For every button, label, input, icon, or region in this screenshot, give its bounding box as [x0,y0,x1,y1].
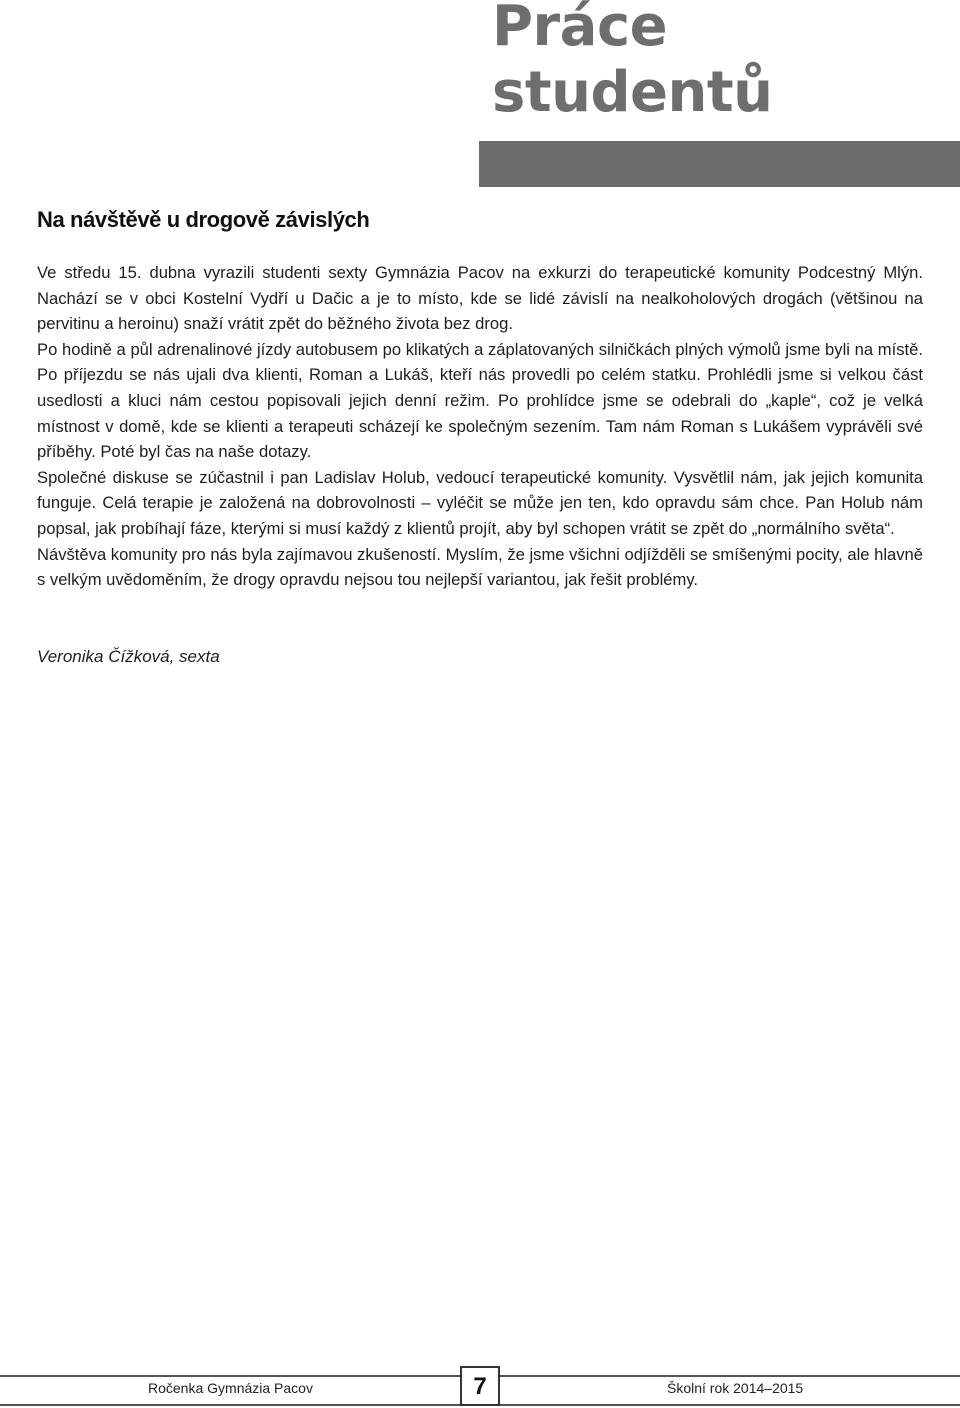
article-paragraph: Po hodině a půl adrenalinové jízdy autobusem po klikatých a záplatovaných silničkách plných výmolů jsme byli na místě. Po příjezdu se nás ujali dva klienti, Roman a Lukáš, kteří nás provedli po celém statku. Prohlédli jsme si velkou část usedlosti a kluci nám cestou popisovali jejich denní režim. Po prohlídce jsme se odebrali do „kaple“, což je velká místnost v domě, kde se klienti a terapeuti scházejí ke společným sezením. Tam nám Roman s Lukášem vyprávěli své příběhy. Poté byl čas na naše dotazy. [37,339,923,462]
section-title-line-1: Práce [492,0,668,59]
page-number: 7 [460,1366,500,1406]
footer-school-year: Školní rok 2014–2015 [667,1380,804,1396]
footer-publication-name: Ročenka Gymnázia Pacov [148,1380,313,1396]
article-heading: Na návštěvě u drogově závislých [37,207,370,232]
section-title-bar [479,141,960,187]
article-body [37,260,923,593]
section-title [492,0,773,126]
article-paragraph: Ve středu 15. dubna vyrazili studenti sexty Gymnázia Pacov na exkurzi do terapeutické komunity Podcestný Mlýn. Nachází se v obci Kostelní Vydří u Dačic a je to místo, kde se lidé závislí na nealkoholových drogách (většinou na pervitinu a heroinu) snaží vrátit zpět do běžného života bez drog. [37,263,923,334]
section-title-line-2: studentů [492,60,773,125]
article-paragraph: Společné diskuse se zúčastnil i pan Ladislav Holub, vedoucí terapeutické komunity. Vysvětlil nám, jak jejich komunita funguje. Celá terapie je založená na dobrovolnosti – vyléčit se může jen ten, kdo opravdu sám chce. Pan Holub nám popsal, jak probíhají fáze, kterými si musí každý z klientů projít, aby byl schopen vrátit se zpět do „normálního světa“. [37,467,923,538]
article-paragraph: Návštěva komunity pro nás byla zajímavou zkušeností. Myslím, že jsme všichni odjížděli se smíšenými pocity, ale hlavně s velkým uvědoměním, že drogy opravdu nejsou tou nejlepší variantou, jak řešit problémy. [37,544,923,590]
article-author: Veronika Čížková, sexta [37,647,220,666]
